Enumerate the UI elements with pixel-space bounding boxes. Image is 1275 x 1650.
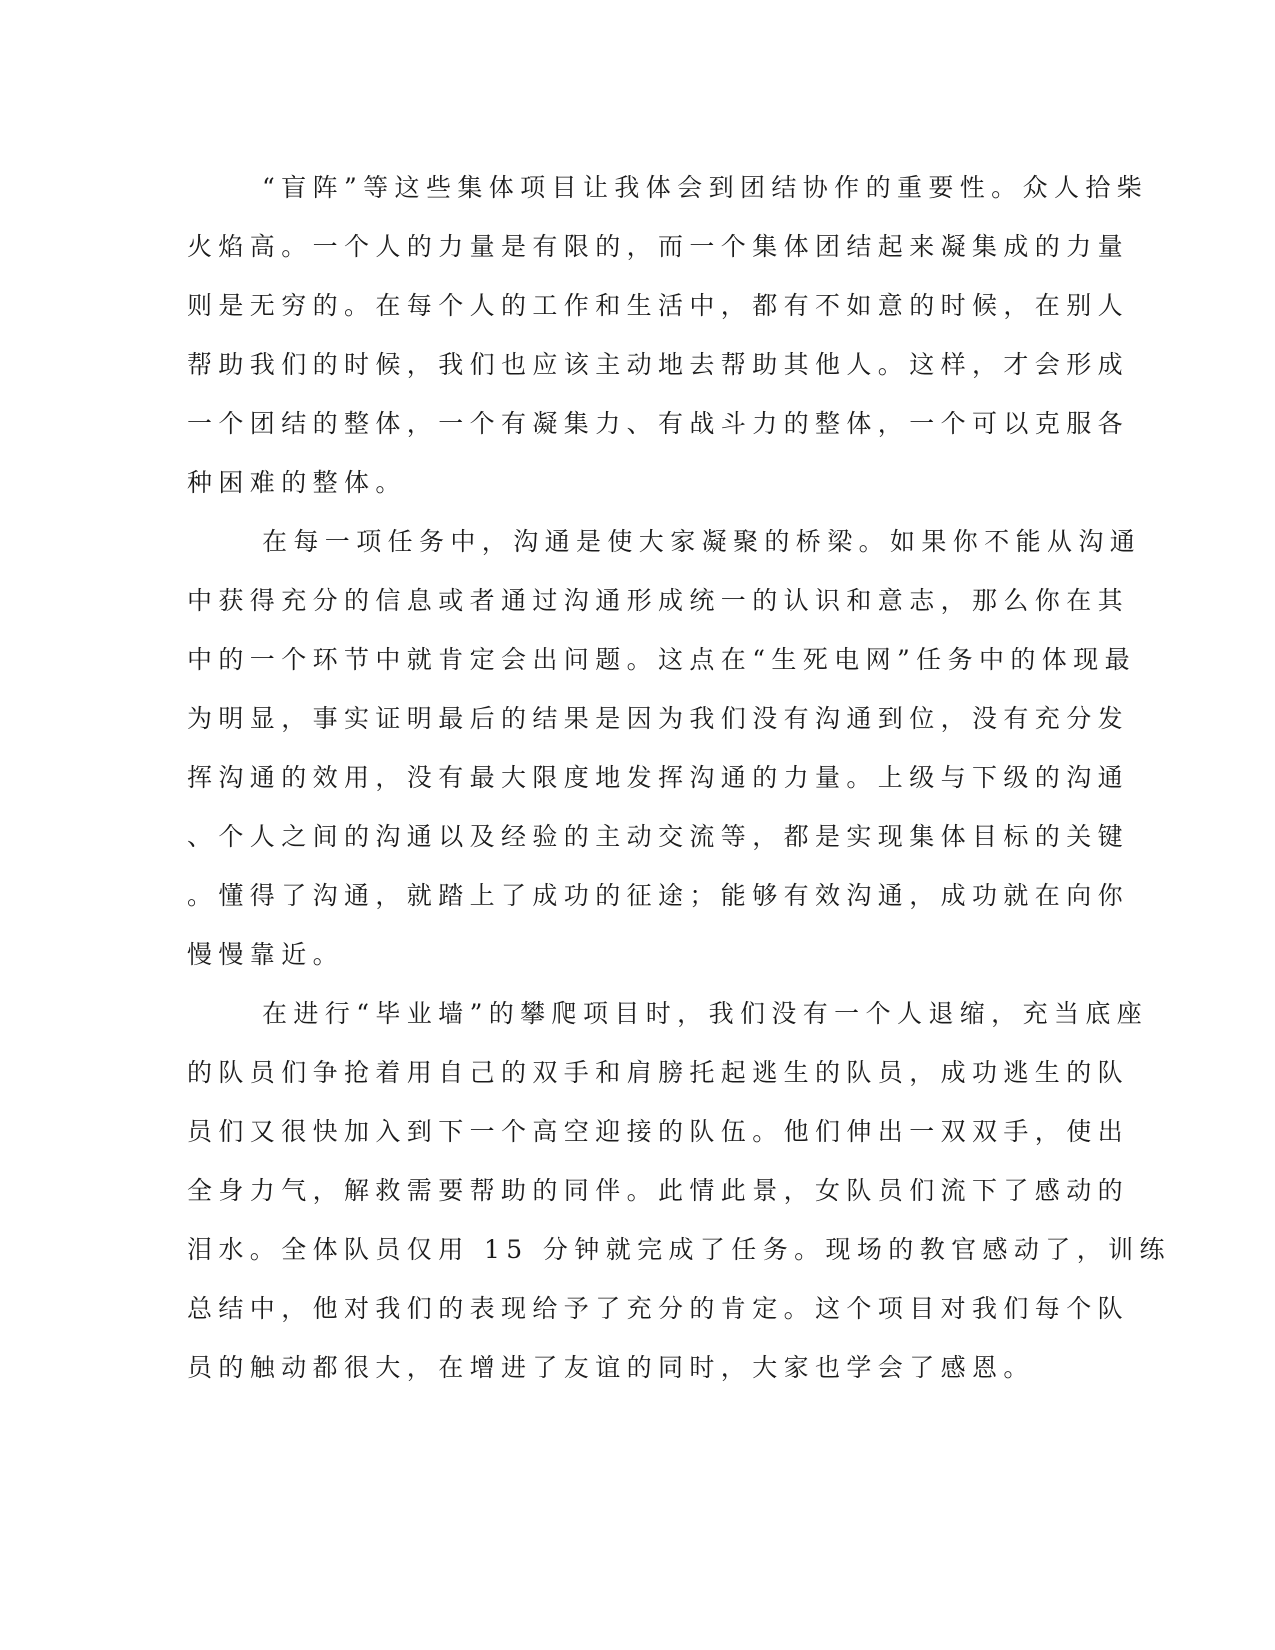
text-line: 在进行“毕业墙”的攀爬项目时，我们没有一个人退缩，充当底座 — [262, 999, 1149, 1028]
text-line: 帮助我们的时候，我们也应该主动地去帮助其他人。这样，才会形成 — [187, 350, 1130, 379]
text-line: 全身力气，解救需要帮助的同伴。此情此景，女队员们流下了感动的 — [187, 1176, 1130, 1205]
text-line: 为明显，事实证明最后的结果是因为我们没有沟通到位，没有充分发 — [187, 704, 1130, 733]
paragraph-teamwork — [187, 158, 1149, 512]
text-line: 在每一项任务中，沟通是使大家凝聚的桥梁。如果你不能从沟通 — [262, 527, 1142, 556]
text-line: 种困难的整体。 — [187, 468, 407, 497]
text-line: 慢慢靠近。 — [187, 940, 345, 969]
text-line: 的队员们争抢着用自己的双手和肩膀托起逃生的队员，成功逃生的队 — [187, 1058, 1130, 1087]
text-line: 。懂得了沟通，就踏上了成功的征途；能够有效沟通，成功就在向你 — [187, 881, 1130, 910]
text-line: 员的触动都很大，在增进了友谊的同时，大家也学会了感恩。 — [187, 1353, 1035, 1382]
text-line: 、个人之间的沟通以及经验的主动交流等，都是实现集体目标的关键 — [187, 822, 1130, 851]
text-line: 泪水。全体队员仅用 15 分钟就完成了任务。现场的教官感动了，训练 — [187, 1235, 1171, 1264]
paragraph-graduation-wall — [187, 984, 1171, 1397]
paragraph-communication — [187, 512, 1142, 984]
body-text — [187, 158, 1171, 1397]
text-line: 员们又很快加入到下一个高空迎接的队伍。他们伸出一双双手，使出 — [187, 1117, 1130, 1146]
text-line: 中的一个环节中就肯定会出问题。这点在“生死电网”任务中的体现最 — [187, 645, 1136, 674]
text-line: 总结中，他对我们的表现给予了充分的肯定。这个项目对我们每个队 — [187, 1294, 1130, 1323]
text-line: 火焰高。一个人的力量是有限的，而一个集体团结起来凝集成的力量 — [187, 232, 1130, 261]
text-line: 一个团结的整体，一个有凝集力、有战斗力的整体，一个可以克服各 — [187, 409, 1130, 438]
text-line: “盲阵”等这些集体项目让我体会到团结协作的重要性。众人拾柴 — [262, 173, 1149, 202]
text-line: 挥沟通的效用，没有最大限度地发挥沟通的力量。上级与下级的沟通 — [187, 763, 1130, 792]
text-line: 则是无穷的。在每个人的工作和生活中，都有不如意的时候，在别人 — [187, 291, 1130, 320]
text-line: 中获得充分的信息或者通过沟通形成统一的认识和意志，那么你在其 — [187, 586, 1130, 615]
